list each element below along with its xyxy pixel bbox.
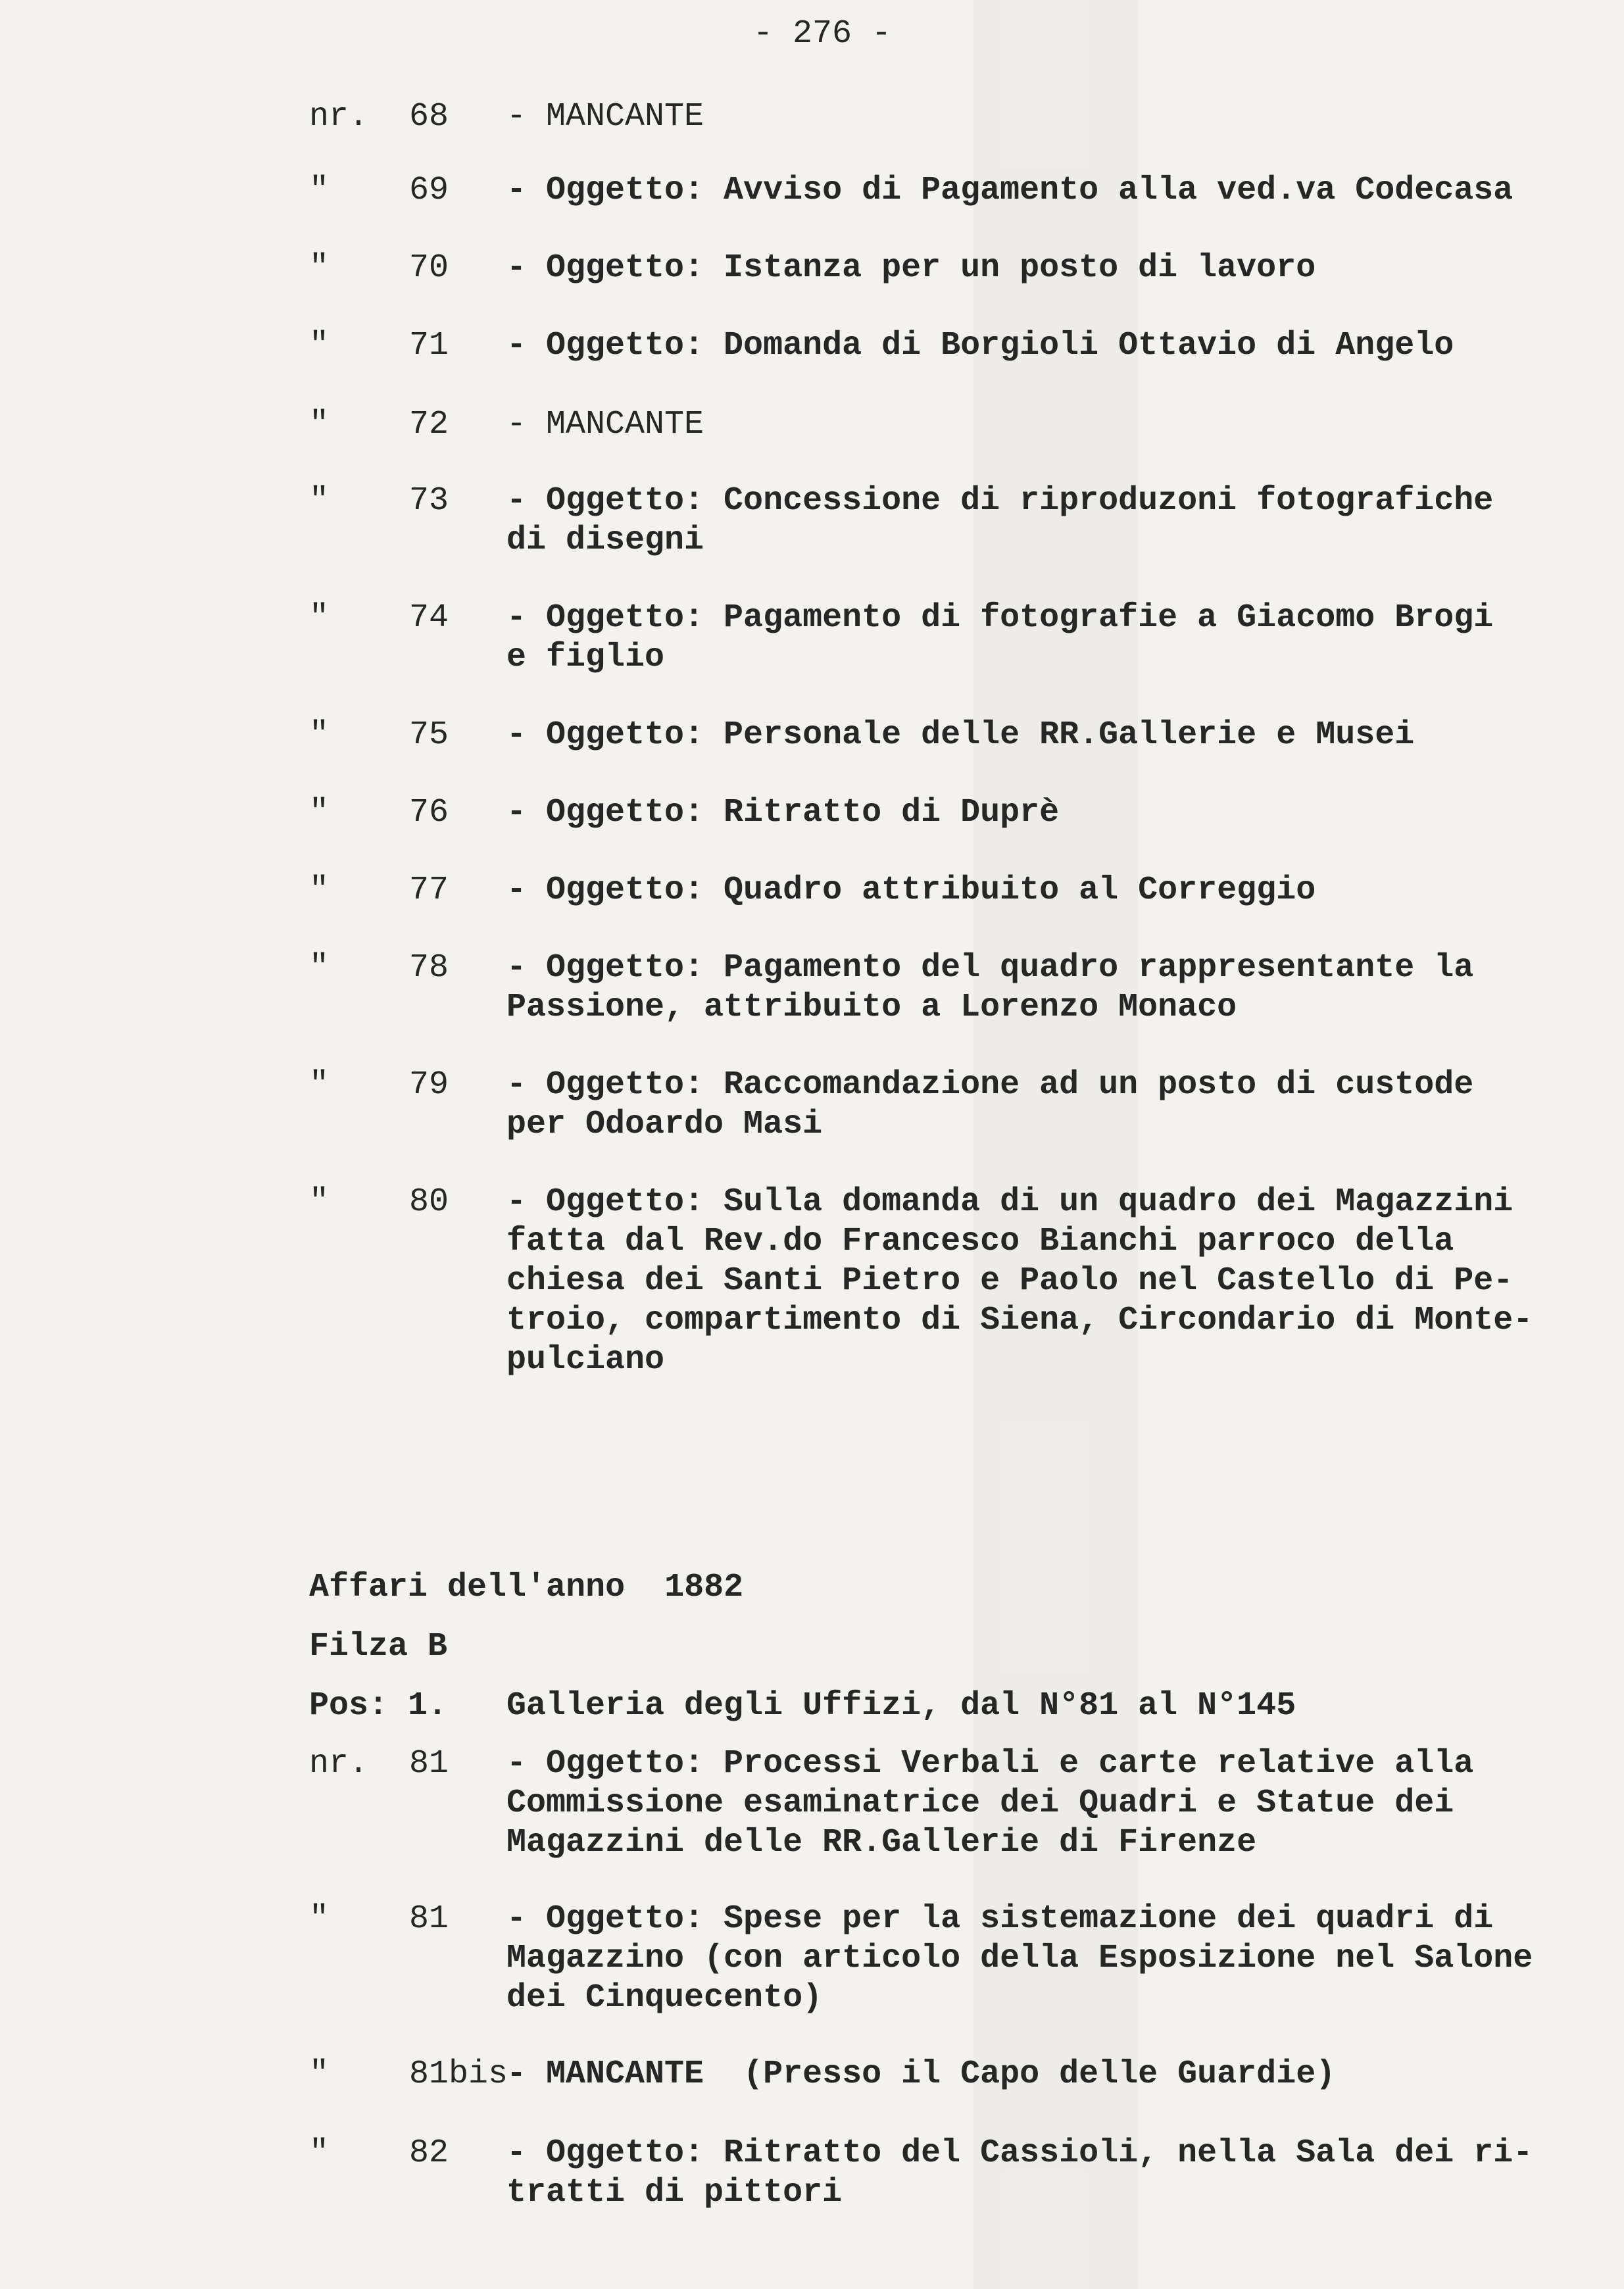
section-year-text: Affari dell'anno 1882	[309, 1569, 744, 1606]
entry-text: - Oggetto: Quadro attribuito al Correggio	[506, 872, 1316, 909]
entry-prefix: "	[309, 1183, 330, 1221]
entry-number: 81	[409, 1900, 449, 1938]
entry-prefix: "	[309, 406, 330, 443]
entry-prefix: "	[309, 949, 330, 987]
entry-prefix: "	[309, 482, 330, 520]
entry-text: - Oggetto: Sulla domanda di un quadro dei Magazzini fatta dal Rev.do Francesco Bianchi parroco della chiesa dei Santi Pietro e Paolo nel Castello di Pe- troio, compartimento di Siena, Circondario di Monte- pulciano	[506, 1183, 1533, 1379]
entry-number: 70	[409, 249, 449, 287]
entry-text: - Oggetto: Ritratto di Duprè	[506, 794, 1060, 831]
entry-number: 75	[409, 716, 449, 754]
entry-number: 73	[409, 482, 449, 520]
entry-text: - MANCANTE	[506, 98, 704, 135]
entry-prefix: nr.	[309, 98, 369, 135]
page-number: - 276 -	[752, 15, 892, 53]
entry-text: - Oggetto: Pagamento di fotografie a Giacomo Brogi e figlio	[506, 599, 1494, 676]
entry-number: 68	[409, 98, 449, 135]
entry-prefix: "	[309, 327, 330, 364]
entry-number: 81bis	[409, 2055, 508, 2093]
entry-prefix: "	[309, 172, 330, 209]
entry-text: - Oggetto: Avviso di Pagamento alla ved.va Codecasa	[506, 172, 1513, 209]
entry-number: 76	[409, 794, 449, 831]
entry-prefix: "	[309, 872, 330, 909]
entry-number: 81	[409, 1745, 449, 1783]
entry-text: - Oggetto: Ritratto del Cassioli, nella Sala dei ri- tratti di pittori	[506, 2134, 1533, 2211]
entry-prefix: "	[309, 2055, 330, 2093]
entry-number: 69	[409, 172, 449, 209]
position-text: Galleria degli Uffizi, dal N°81 al N°145	[506, 1687, 1296, 1725]
entry-text: - MANCANTE	[506, 406, 704, 443]
entry-number: 79	[409, 1066, 449, 1104]
entry-prefix: "	[309, 249, 330, 287]
entry-prefix: "	[309, 2134, 330, 2172]
entry-prefix: "	[309, 716, 330, 754]
entry-text: - Oggetto: Spese per la sistemazione dei quadri di Magazzino (con articolo della Esposizione nel Salone dei Cinquecento)	[506, 1900, 1533, 2017]
entry-number: 71	[409, 327, 449, 364]
entry-number: 77	[409, 872, 449, 909]
entry-text: - Oggetto: Raccomandazione ad un posto di custode per Odoardo Masi	[506, 1066, 1474, 1143]
entry-prefix: nr.	[309, 1745, 369, 1783]
entry-number: 82	[409, 2134, 449, 2172]
entry-text: - MANCANTE (Presso il Capo delle Guardie)	[506, 2055, 1336, 2093]
position-label: Pos: 1.	[309, 1687, 448, 1725]
entry-text: - Oggetto: Processi Verbali e carte relative alla Commissione esaminatrice dei Quadri e Statue dei Magazzini delle RR.Gallerie di Firenze	[506, 1745, 1474, 1861]
entry-prefix: "	[309, 1066, 330, 1104]
entry-number: 80	[409, 1183, 449, 1221]
entry-text: - Oggetto: Domanda di Borgioli Ottavio di Angelo	[506, 327, 1454, 364]
entry-number: 74	[409, 599, 449, 637]
entry-text: - Oggetto: Pagamento del quadro rappresentante la Passione, attribuito a Lorenzo Monaco	[506, 949, 1474, 1026]
entry-number: 72	[409, 406, 449, 443]
section-filza-text: Filza B	[309, 1628, 448, 1665]
entry-number: 78	[409, 949, 449, 987]
entry-prefix: "	[309, 1900, 330, 1938]
entry-text: - Oggetto: Istanza per un posto di lavoro	[506, 249, 1316, 287]
entry-prefix: "	[309, 599, 330, 637]
entry-prefix: "	[309, 794, 330, 831]
entry-text: - Oggetto: Personale delle RR.Gallerie e Musei	[506, 716, 1415, 754]
entry-text: - Oggetto: Concessione di riproduzoni fotografiche di disegni	[506, 482, 1494, 559]
